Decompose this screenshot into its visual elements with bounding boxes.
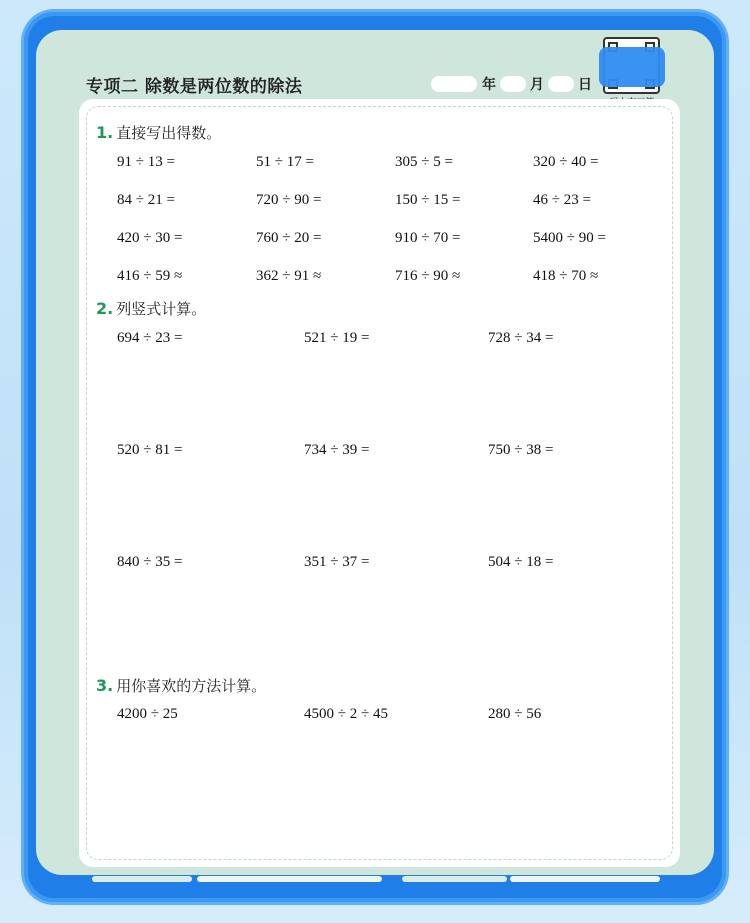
problem: 750 ÷ 38 =	[488, 442, 554, 458]
section-title: 用你喜欢的方法计算。	[116, 677, 267, 695]
problem: 840 ÷ 35 =	[117, 554, 183, 570]
problem: 51 ÷ 17 =	[256, 154, 314, 170]
year-label: 年	[482, 77, 496, 93]
section-title: 直接写出得数。	[116, 124, 222, 142]
section-1-heading	[96, 122, 221, 143]
section-title: 列竖式计算。	[116, 300, 207, 318]
month-label: 月	[530, 77, 544, 93]
problem: 420 ÷ 30 =	[117, 230, 183, 246]
problem: 351 ÷ 37 =	[304, 554, 370, 570]
bottom-tab	[197, 876, 382, 882]
section-number: 1.	[96, 123, 114, 142]
day-input[interactable]	[548, 76, 574, 92]
problem: 4500 ÷ 2 ÷ 45	[304, 706, 388, 722]
problem: 320 ÷ 40 =	[533, 154, 599, 170]
problem: 734 ÷ 39 =	[304, 442, 370, 458]
problem: 520 ÷ 81 =	[117, 442, 183, 458]
problem: 46 ÷ 23 =	[533, 192, 591, 208]
problem: 280 ÷ 56	[488, 706, 542, 722]
problem: 504 ÷ 18 =	[488, 554, 554, 570]
problem: 716 ÷ 90 ≈	[395, 268, 461, 284]
problem: 521 ÷ 19 =	[304, 330, 370, 346]
sheet-dashed-border	[86, 106, 673, 860]
problem: 362 ÷ 91 ≈	[256, 268, 322, 284]
problem: 5400 ÷ 90 =	[533, 230, 606, 246]
bottom-tab	[402, 876, 507, 882]
section-number: 2.	[96, 299, 114, 318]
problem: 305 ÷ 5 =	[395, 154, 453, 170]
section-2-heading	[96, 298, 206, 319]
section-number: 3.	[96, 676, 114, 695]
problem: 418 ÷ 70 ≈	[533, 268, 599, 284]
problem: 91 ÷ 13 =	[117, 154, 175, 170]
bottom-tab	[92, 876, 192, 882]
problem: 4200 ÷ 25	[117, 706, 178, 722]
qr-code-icon[interactable]	[603, 37, 660, 94]
problem: 910 ÷ 70 =	[395, 230, 461, 246]
problem: 416 ÷ 59 ≈	[117, 268, 183, 284]
problem: 728 ÷ 34 =	[488, 330, 554, 346]
problem: 720 ÷ 90 =	[256, 192, 322, 208]
month-input[interactable]	[500, 76, 526, 92]
page-title: 专项二 除数是两位数的除法	[86, 77, 303, 97]
day-label: 日	[578, 77, 592, 93]
section-3-heading	[96, 675, 266, 696]
problem: 694 ÷ 23 =	[117, 330, 183, 346]
problem: 150 ÷ 15 =	[395, 192, 461, 208]
bottom-tab	[510, 876, 660, 882]
problem: 760 ÷ 20 =	[256, 230, 322, 246]
year-input[interactable]	[431, 76, 477, 92]
problem: 84 ÷ 21 =	[117, 192, 175, 208]
